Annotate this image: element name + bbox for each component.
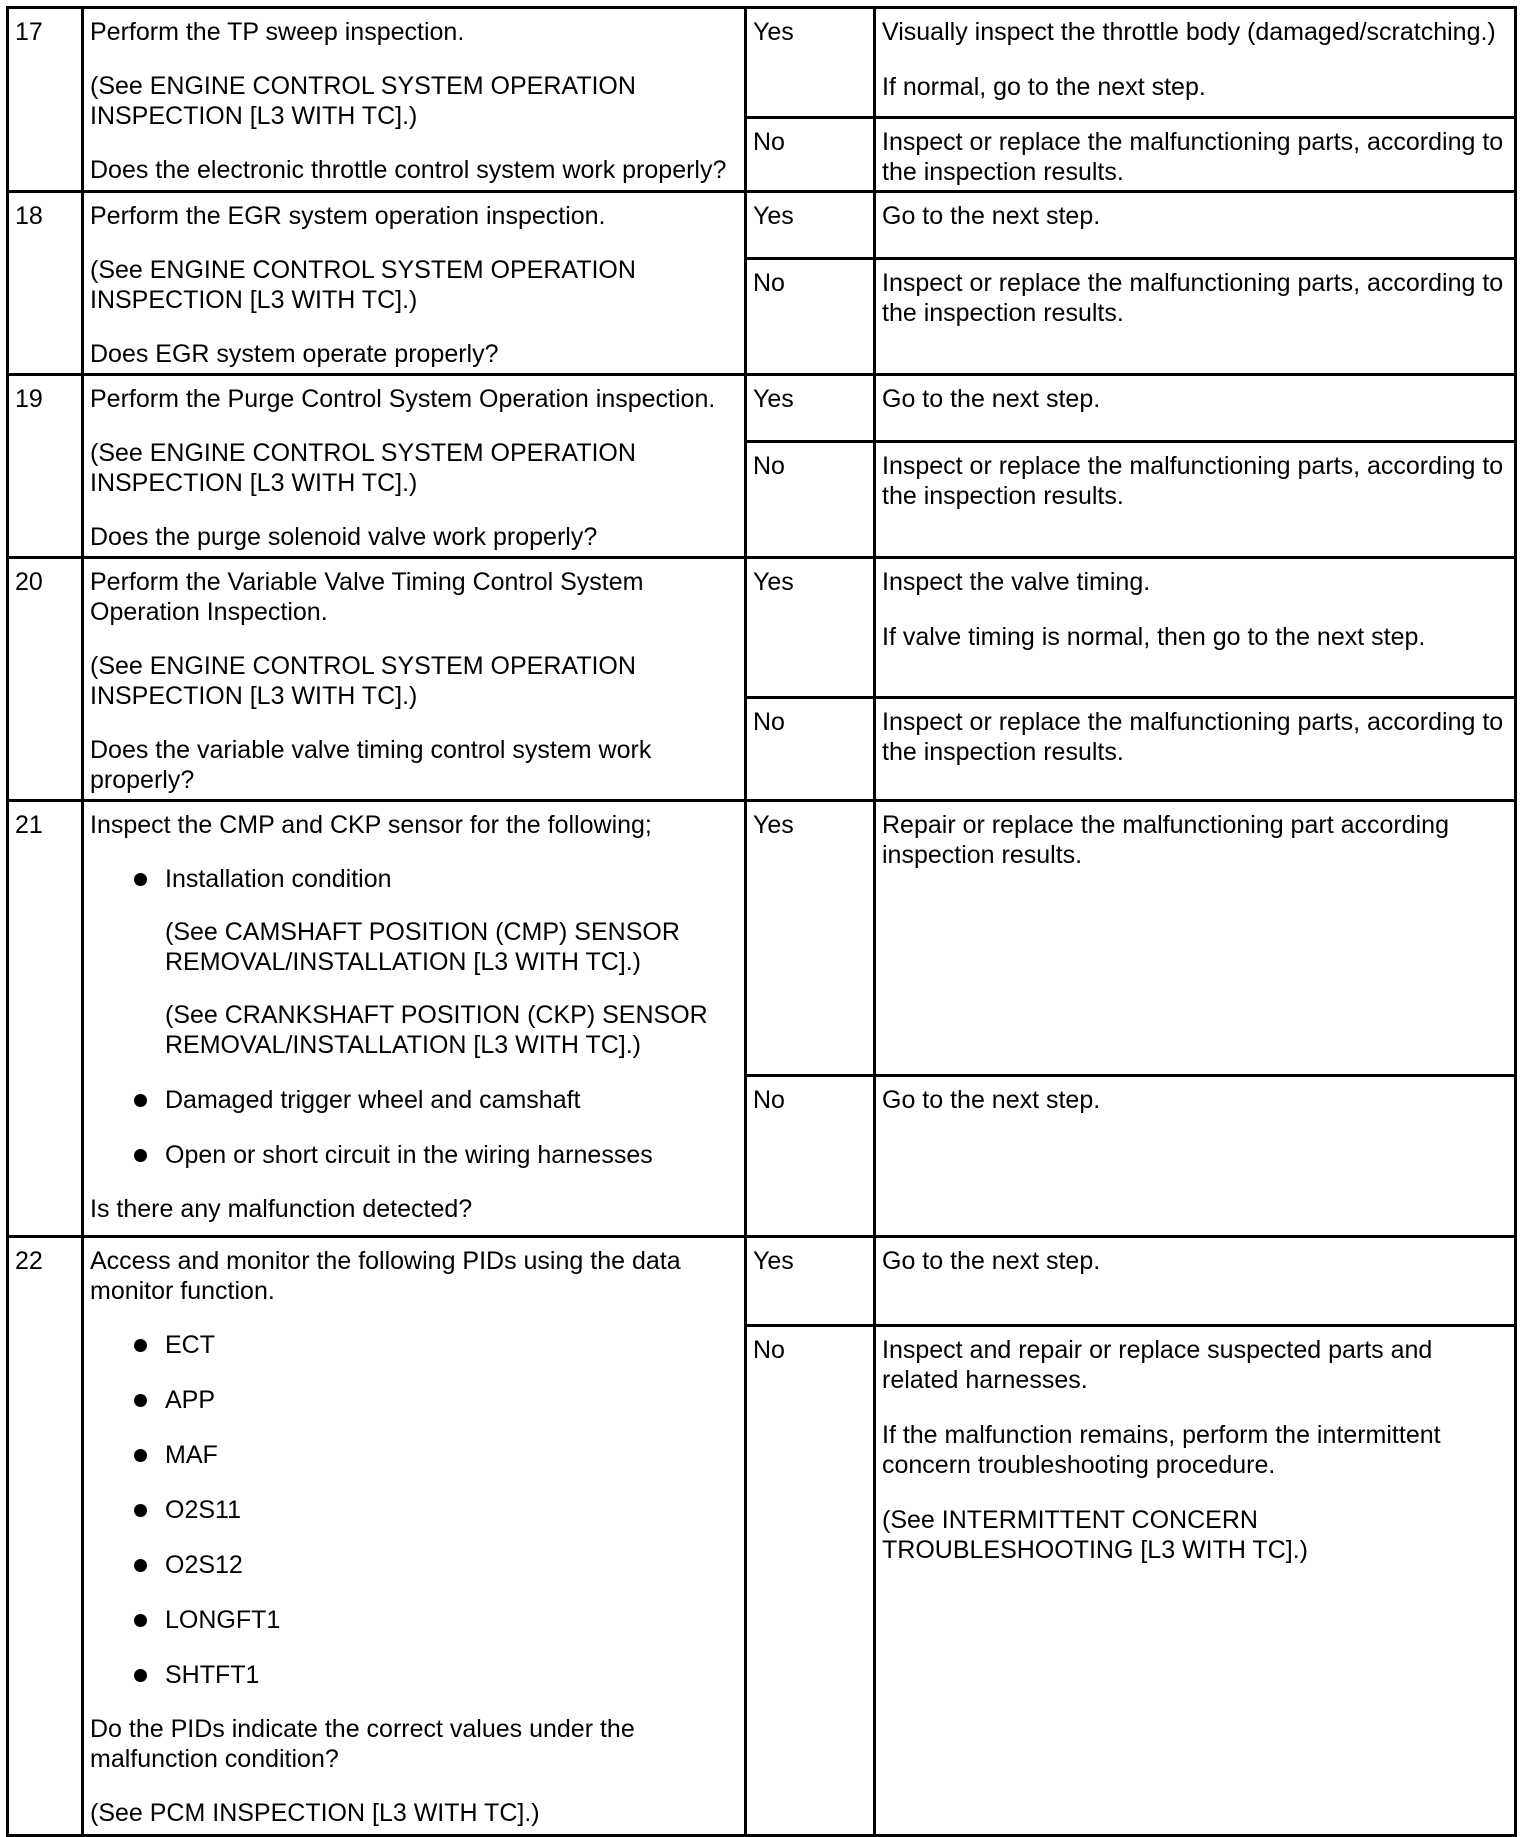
result-text: If the malfunction remains, perform the intermittent concern troubleshooting procedure.	[882, 1421, 1441, 1479]
answer-yes: Yes	[746, 192, 875, 259]
result-yes	[875, 801, 1516, 1076]
bullet-icon	[134, 1559, 147, 1572]
action-text: Perform the EGR system operation inspection.	[90, 202, 606, 230]
pid-label: ECT	[165, 1331, 215, 1359]
action-text: (See ENGINE CONTROL SYSTEM OPERATION INSPECTION [L3 WITH TC].)	[90, 439, 636, 497]
pid-label: SHTFT1	[165, 1661, 260, 1689]
result-text: Visually inspect the throttle body (damaged/scratching.)	[882, 18, 1496, 46]
action-text: Inspect the CMP and CKP sensor for the following;	[90, 811, 652, 839]
result-text: Inspect or replace the malfunctioning parts, according to the inspection results.	[882, 128, 1504, 186]
action-text: Access and monitor the following PIDs using the data monitor function.	[90, 1247, 681, 1305]
bullet-item	[90, 1550, 738, 1580]
bullet-icon	[134, 1394, 147, 1407]
pid-label: O2S11	[165, 1496, 241, 1524]
pid-label: LONGFT1	[165, 1606, 281, 1634]
bullet-label: Damaged trigger wheel and camshaft	[165, 1086, 581, 1114]
step-row-21	[8, 801, 1516, 1076]
action-text: Does the variable valve timing control system work properly?	[90, 736, 652, 794]
answer-no: No	[746, 259, 875, 375]
result-no	[875, 1326, 1516, 1836]
result-text: Go to the next step.	[882, 1086, 1101, 1114]
bullet-icon	[134, 873, 147, 886]
answer-no: No	[746, 1076, 875, 1237]
result-text: (See INTERMITTENT CONCERN TROUBLESHOOTING [L3 WITH TC].)	[882, 1506, 1308, 1564]
action-text: Perform the Variable Valve Timing Control System Operation Inspection.	[90, 568, 644, 626]
result-text: Inspect or replace the malfunctioning parts, according to the inspection results.	[882, 708, 1504, 766]
bullet-label: Open or short circuit in the wiring harnesses	[165, 1141, 653, 1169]
bullet-item	[90, 1605, 738, 1635]
bullet-icon	[134, 1149, 147, 1162]
action-text: (See PCM INSPECTION [L3 WITH TC].)	[90, 1799, 540, 1827]
result-text: Inspect the valve timing.	[882, 568, 1151, 596]
step-number: 19	[8, 375, 83, 558]
result-text: Inspect or replace the malfunctioning parts, according to the inspection results.	[882, 452, 1504, 510]
step-row-22	[8, 1237, 1516, 1326]
bullet-item	[90, 1385, 738, 1415]
answer-yes: Yes	[746, 8, 875, 118]
bullet-list	[90, 864, 738, 1170]
bullet-reference: (See CAMSHAFT POSITION (CMP) SENSOR REMOVAL/INSTALLATION [L3 WITH TC].)	[165, 918, 680, 976]
pid-label: MAF	[165, 1441, 218, 1469]
result-text: If normal, go to the next step.	[882, 73, 1206, 101]
step-number: 20	[8, 558, 83, 801]
answer-no: No	[746, 118, 875, 192]
pid-label: APP	[165, 1386, 216, 1414]
answer-yes: Yes	[746, 375, 875, 442]
action-text: Does the electronic throttle control system work properly?	[90, 156, 727, 184]
answer-yes: Yes	[746, 801, 875, 1076]
step-action	[83, 192, 746, 375]
bullet-icon	[134, 1339, 147, 1352]
result-text: Go to the next step.	[882, 1247, 1101, 1275]
step-row-18	[8, 192, 1516, 259]
result-yes	[875, 1237, 1516, 1326]
action-text: Does EGR system operate properly?	[90, 340, 499, 368]
bullet-icon	[134, 1614, 147, 1627]
result-yes	[875, 375, 1516, 442]
bullet-icon	[134, 1669, 147, 1682]
result-yes	[875, 8, 1516, 118]
result-text: Repair or replace the malfunctioning part according inspection results.	[882, 811, 1449, 869]
action-text: (See ENGINE CONTROL SYSTEM OPERATION INSPECTION [L3 WITH TC].)	[90, 256, 636, 314]
action-text: (See ENGINE CONTROL SYSTEM OPERATION INSPECTION [L3 WITH TC].)	[90, 72, 636, 130]
answer-yes: Yes	[746, 558, 875, 698]
step-number: 17	[8, 8, 83, 192]
bullet-item	[90, 1495, 738, 1525]
result-yes	[875, 192, 1516, 259]
pid-label: O2S12	[165, 1551, 243, 1579]
result-text: If valve timing is normal, then go to the next step.	[882, 623, 1426, 651]
bullet-icon	[134, 1449, 147, 1462]
bullet-icon	[134, 1504, 147, 1517]
bullet-item	[90, 1140, 738, 1170]
bullet-list	[90, 1330, 738, 1690]
answer-no: No	[746, 1326, 875, 1836]
result-text: Go to the next step.	[882, 202, 1101, 230]
result-no	[875, 698, 1516, 801]
bullet-item	[90, 1660, 738, 1690]
step-number: 21	[8, 801, 83, 1237]
step-action	[83, 558, 746, 801]
bullet-icon	[134, 1094, 147, 1107]
action-text: Does the purge solenoid valve work properly?	[90, 523, 598, 551]
bullet-item	[90, 864, 738, 1060]
step-action	[83, 801, 746, 1237]
result-no	[875, 1076, 1516, 1237]
result-text: Inspect and repair or replace suspected parts and related harnesses.	[882, 1336, 1433, 1394]
result-no	[875, 442, 1516, 558]
bullet-label: Installation condition	[165, 865, 392, 893]
action-text: Perform the Purge Control System Operation inspection.	[90, 385, 716, 413]
action-text: Is there any malfunction detected?	[90, 1195, 473, 1223]
step-number: 18	[8, 192, 83, 375]
step-row-20	[8, 558, 1516, 698]
result-text: Go to the next step.	[882, 385, 1101, 413]
bullet-item	[90, 1440, 738, 1470]
result-no	[875, 259, 1516, 375]
bullet-item	[90, 1085, 738, 1115]
step-row-19	[8, 375, 1516, 442]
step-action	[83, 8, 746, 192]
action-text: Perform the TP sweep inspection.	[90, 18, 465, 46]
result-yes	[875, 558, 1516, 698]
step-row-17	[8, 8, 1516, 118]
bullet-item	[90, 1330, 738, 1360]
action-text: Do the PIDs indicate the correct values under the malfunction condition?	[90, 1715, 635, 1773]
answer-no: No	[746, 698, 875, 801]
answer-yes: Yes	[746, 1237, 875, 1326]
bullet-reference: (See CRANKSHAFT POSITION (CKP) SENSOR REMOVAL/INSTALLATION [L3 WITH TC].)	[165, 1001, 708, 1059]
step-number: 22	[8, 1237, 83, 1836]
step-action	[83, 1237, 746, 1836]
result-text: Inspect or replace the malfunctioning parts, according to the inspection results.	[882, 269, 1504, 327]
answer-no: No	[746, 442, 875, 558]
troubleshooting-table	[6, 6, 1517, 1837]
result-no	[875, 118, 1516, 192]
step-action	[83, 375, 746, 558]
action-text: (See ENGINE CONTROL SYSTEM OPERATION INSPECTION [L3 WITH TC].)	[90, 652, 636, 710]
